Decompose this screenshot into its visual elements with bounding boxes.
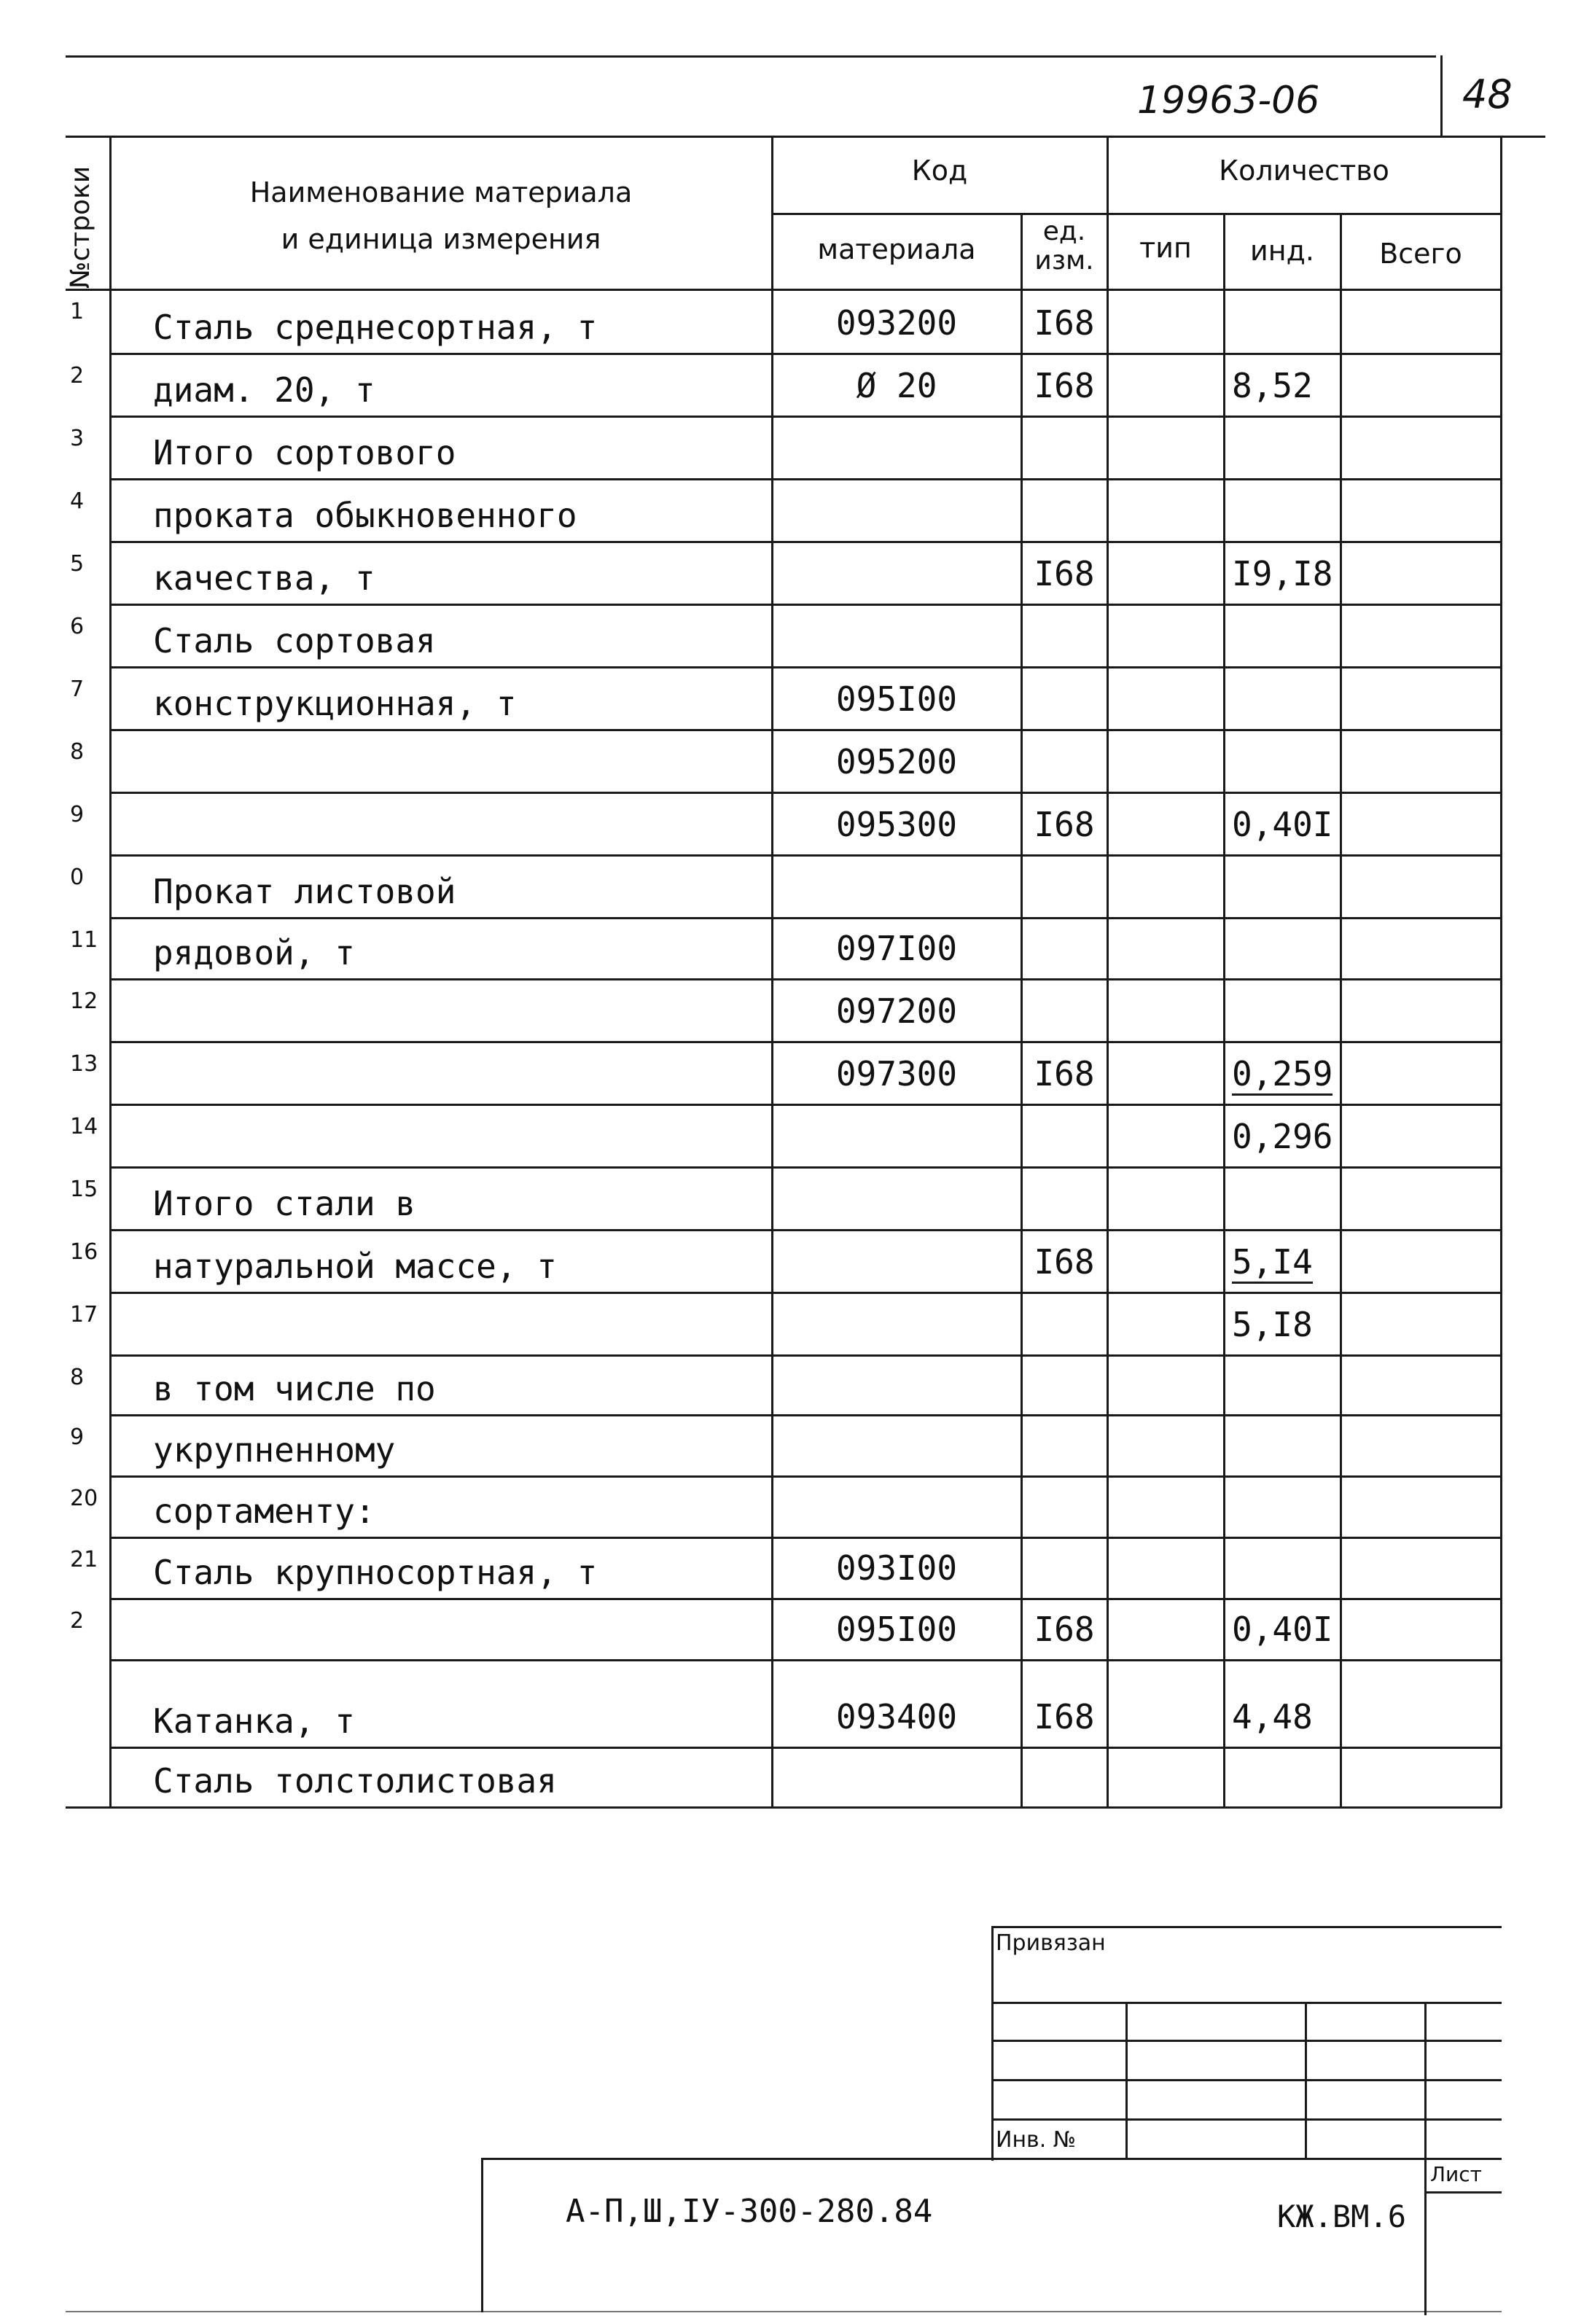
row-number: 6	[70, 614, 85, 639]
row-number: 2	[70, 1608, 85, 1634]
stamp-sheet-code: КЖ.ВМ.6	[1277, 2199, 1407, 2234]
row-ind: 5,I8	[1232, 1305, 1313, 1344]
row-divider	[109, 854, 1500, 857]
row-number: 8	[70, 739, 85, 765]
row-ind: 0,296	[1232, 1117, 1333, 1156]
row-material-code: 093200	[835, 303, 958, 343]
row-ind: 0,40I	[1232, 805, 1333, 844]
header-row-number: №строки	[66, 165, 95, 289]
row-number: 16	[70, 1239, 98, 1265]
stamp-left	[991, 1926, 994, 2161]
col-divider-num	[109, 136, 112, 1808]
stamp-privyazan-top	[991, 1926, 1502, 1928]
header-code-unit: ед. изм.	[1034, 217, 1094, 276]
row-number: 9	[70, 1424, 85, 1450]
row-unit-code: I68	[1034, 1054, 1095, 1093]
row-name: Сталь среднесортная, т	[153, 308, 598, 347]
row-divider	[109, 917, 1500, 919]
header-code-material: материала	[817, 233, 976, 265]
row-unit-code: I68	[1034, 805, 1095, 844]
row-divider	[109, 978, 1500, 980]
document-number: 19963-06	[1137, 79, 1320, 122]
stamp-list-label: Лист	[1430, 2162, 1482, 2186]
stamp-drawing-code: А-П,Ш,IУ-300-280.84	[566, 2193, 933, 2230]
row-name: диам. 20, т	[153, 370, 375, 410]
row-divider	[109, 1354, 1500, 1357]
row-name: проката обыкновенного	[153, 496, 577, 535]
row-divider	[109, 1598, 1500, 1600]
row-name: Прокат листовой	[153, 872, 456, 911]
header-qty-total: Всего	[1379, 238, 1462, 270]
row-material-code: 095300	[835, 805, 958, 844]
header-code: Код	[911, 155, 968, 187]
stamp-privyazan: Привязан	[996, 1930, 1106, 1956]
row-name: Сталь крупносортная, т	[153, 1553, 598, 1592]
row-material-code: 097300	[835, 1054, 958, 1093]
row-number: 11	[70, 927, 98, 953]
row-divider	[109, 541, 1500, 543]
top-rule	[66, 55, 1436, 58]
row-name: Катанка, т	[153, 1701, 355, 1741]
stamp-list-divider	[1424, 2191, 1502, 2194]
header-quantity: Количество	[1219, 155, 1389, 187]
row-divider	[109, 1537, 1500, 1539]
table-right-border	[1500, 136, 1502, 1808]
row-name: конструкционная, т	[153, 684, 517, 723]
row-divider	[109, 416, 1500, 418]
row-number: 3	[70, 426, 85, 451]
row-ind: 0,40I	[1232, 1610, 1333, 1649]
row-name: рядовой, т	[153, 933, 355, 972]
row-number: 0	[70, 865, 85, 890]
row-number: 17	[70, 1302, 98, 1327]
header-qty-ind: инд.	[1250, 235, 1314, 267]
row-name: Итого стали в	[153, 1184, 416, 1223]
row-material-code: 095I00	[835, 1610, 958, 1649]
row-number: 12	[70, 989, 98, 1014]
stamp-title-left	[481, 2158, 483, 2312]
row-material-code: Ø 20	[856, 366, 937, 405]
row-number: 9	[70, 802, 85, 827]
row-divider	[109, 353, 1500, 355]
stamp-title-top	[481, 2158, 1502, 2160]
table-bottom-border	[66, 1806, 1502, 1809]
row-number: 15	[70, 1177, 98, 1202]
row-name: Сталь толстолистовая	[153, 1761, 557, 1801]
row-divider	[109, 1475, 1500, 1478]
row-divider	[109, 1414, 1500, 1416]
row-divider	[109, 1166, 1500, 1169]
page-number: 48	[1462, 71, 1513, 117]
row-unit-code: I68	[1034, 1242, 1095, 1282]
row-unit-code: I68	[1034, 1610, 1095, 1649]
row-name: качества, т	[153, 558, 375, 598]
row-unit-code: I68	[1034, 1697, 1095, 1736]
row-number: 7	[70, 676, 85, 702]
col-divider-code	[1107, 136, 1109, 1808]
col-divider-type	[1223, 213, 1225, 1808]
row-name: в том числе по	[153, 1369, 436, 1408]
row-divider	[109, 792, 1500, 794]
bottom-rule	[66, 2311, 1502, 2312]
row-ind: I9,I8	[1232, 554, 1333, 593]
row-number: 21	[70, 1547, 98, 1572]
stamp-v2	[1305, 2002, 1307, 2158]
row-number: 5	[70, 551, 85, 577]
row-material-code: 095200	[835, 742, 958, 781]
page-number-divider	[1440, 55, 1443, 137]
row-material-code: 097200	[835, 991, 958, 1031]
row-divider	[109, 1747, 1500, 1749]
col-divider-ind	[1340, 213, 1342, 1808]
stamp-v1	[1125, 2002, 1128, 2158]
row-divider	[109, 1229, 1500, 1231]
row-divider	[109, 1104, 1500, 1106]
row-number: 14	[70, 1114, 98, 1139]
header-qty-type: тип	[1139, 232, 1192, 264]
row-material-code: 093400	[835, 1697, 958, 1736]
row-number: 2	[70, 363, 85, 389]
header-subline	[771, 213, 1500, 215]
row-ind: 5,I4	[1232, 1242, 1313, 1284]
row-name: натуральной массе, т	[153, 1247, 557, 1286]
row-number: 4	[70, 488, 85, 514]
row-ind: 8,52	[1232, 366, 1313, 405]
row-name: Итого сортового	[153, 433, 456, 472]
row-divider	[109, 604, 1500, 606]
stamp-inv-no: Инв. №	[996, 2127, 1077, 2153]
header-bottom-border	[66, 289, 1502, 291]
row-number: 20	[70, 1486, 98, 1511]
row-divider	[109, 1041, 1500, 1043]
row-name: Сталь сортовая	[153, 621, 436, 660]
header-name: Наименование материала и единица измерения	[249, 176, 633, 255]
col-divider-material	[1021, 213, 1023, 1808]
row-unit-code: I68	[1034, 303, 1095, 343]
table-top-border	[66, 136, 1502, 138]
row-name: сортаменту:	[153, 1492, 375, 1531]
row-number: 8	[70, 1365, 85, 1390]
row-divider	[109, 729, 1500, 731]
row-unit-code: I68	[1034, 554, 1095, 593]
row-divider	[109, 1659, 1500, 1661]
row-name: укрупненному	[153, 1430, 396, 1470]
row-ind: 4,48	[1232, 1697, 1313, 1736]
row-divider	[109, 478, 1500, 480]
row-unit-code: I68	[1034, 366, 1095, 405]
row-material-code: 095I00	[835, 679, 958, 719]
row-divider	[109, 666, 1500, 668]
row-material-code: 097I00	[835, 929, 958, 968]
row-ind: 0,259	[1232, 1054, 1332, 1096]
row-material-code: 093I00	[835, 1548, 958, 1588]
row-number: 1	[70, 299, 85, 324]
row-divider	[109, 1292, 1500, 1294]
row-number: 13	[70, 1051, 98, 1077]
